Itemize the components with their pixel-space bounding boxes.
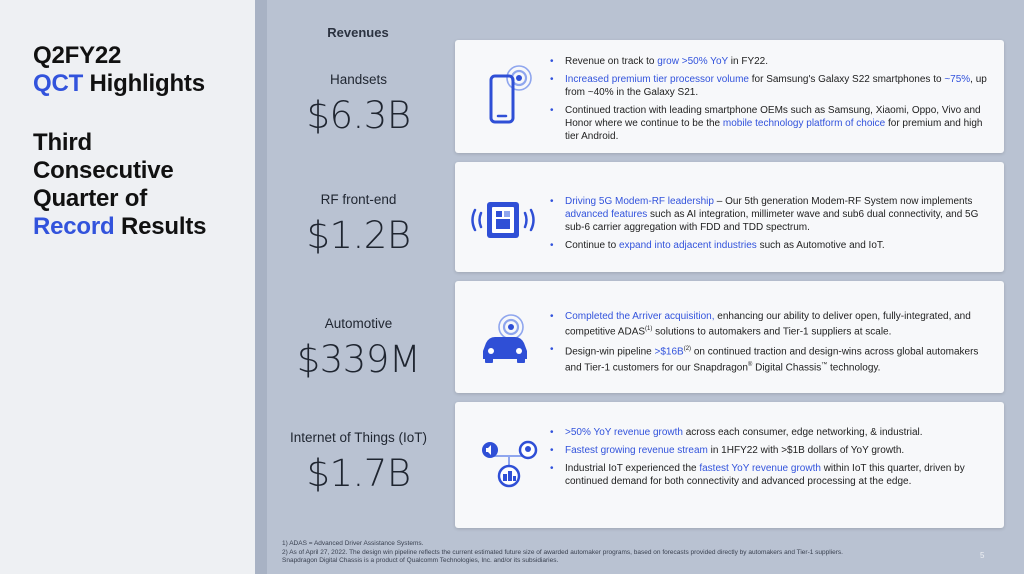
metric-value: $6.3B [306,94,411,137]
metric-rf-front-end [270,192,447,257]
bullet-list [550,195,988,257]
metric-iot [270,430,447,495]
bullet-list [550,55,988,148]
metric-automotive [270,316,447,381]
card-rf-front-end [455,162,1004,272]
rf-chip-icon [467,184,539,256]
card-iot [455,402,1004,528]
revenues-heading: Revenues [327,25,389,40]
list-item: • Revenue on track to grow >50% YoY in FY22. [550,55,988,68]
list-item: • Design-win pipeline $>\$16B^{(2)}$ on continued traction and design-wins across global automakers and Tier-1 customers for our Snapdragon® Digital Chassis™ technology. [550,343,988,374]
list-item: • Industrial IoT experienced the fastest YoY revenue growth within IoT this quarter, driven by continued demand for both connectivity and advanced processing at the edge. [550,462,988,488]
metric-label: Automotive [324,316,393,331]
card-handsets [455,40,1004,153]
slide-title: Q2FY22 QCT Highlights [33,42,205,97]
left-panel [0,0,255,574]
metric-value: $1.7B [306,452,411,495]
list-item: • Increased premium tier processor volume for Samsung's Galaxy S22 smartphones to ~75%, up from ~40% in the Galaxy S21. [550,73,988,99]
slide-subtitle: Third Consecutive Quarter of Record Results [33,129,207,240]
metric-value: $1.2B [306,214,411,257]
connected-car-icon [473,301,545,373]
bullet-list [550,310,988,379]
metric-label: RF front-end [320,192,397,207]
divider-stripe [255,0,267,574]
page-number: 5 [980,551,985,560]
footnotes: 1) ADAS = Advanced Driver Assistance Systems. 2) As of April 27, 2022. The design win pipeline reflects the current estimated future size of awarded automaker programs, based on forecasts provided directly by automakers and Tier-1 suppliers. Snapdragon Digital Chassis is a product of Qualcomm Technologies, Inc. and/or its subsidiaries. [282,540,843,565]
list-item: • Fastest growing revenue stream in 1HFY22 with >$1B dollars of YoY growth. [550,444,988,457]
list-item: • Continue to expand into adjacent industries such as Automotive and IoT. [550,239,988,252]
list-item: • Completed the Arriver acquisition, enhancing our ability to deliver open, fully-integrated, and competitive ADAS$^{(1)}$ solutions to automakers and Tier-1 suppliers at scale. [550,310,988,338]
iot-devices-icon [473,430,545,502]
metric-label: Internet of Things (IoT) [289,430,428,445]
list-item: • Driving 5G Modem-RF leadership – Our 5th generation Modem-RF System now implements advanced features such as AI integration, millimeter wave and sub6 dual connectivity, and 5G sub-6 carrier aggregation with FDD and TDD spectrum. [550,195,988,234]
metric-value: $339M [296,338,421,381]
metric-label: Handsets [329,72,388,87]
metric-handsets [270,72,447,137]
list-item: • Continued traction with leading smartphone OEMs such as Samsung, Xiaomi, Oppo, Vivo and Honor where we continue to be the mobile technology platform of choice for premium and high tier Android. [550,104,988,143]
bullet-list [550,426,988,493]
list-item: • >50% YoY revenue growth across each consumer, edge networking, & industrial. [550,426,988,439]
smartphone-icon [473,60,545,132]
card-automotive [455,281,1004,393]
